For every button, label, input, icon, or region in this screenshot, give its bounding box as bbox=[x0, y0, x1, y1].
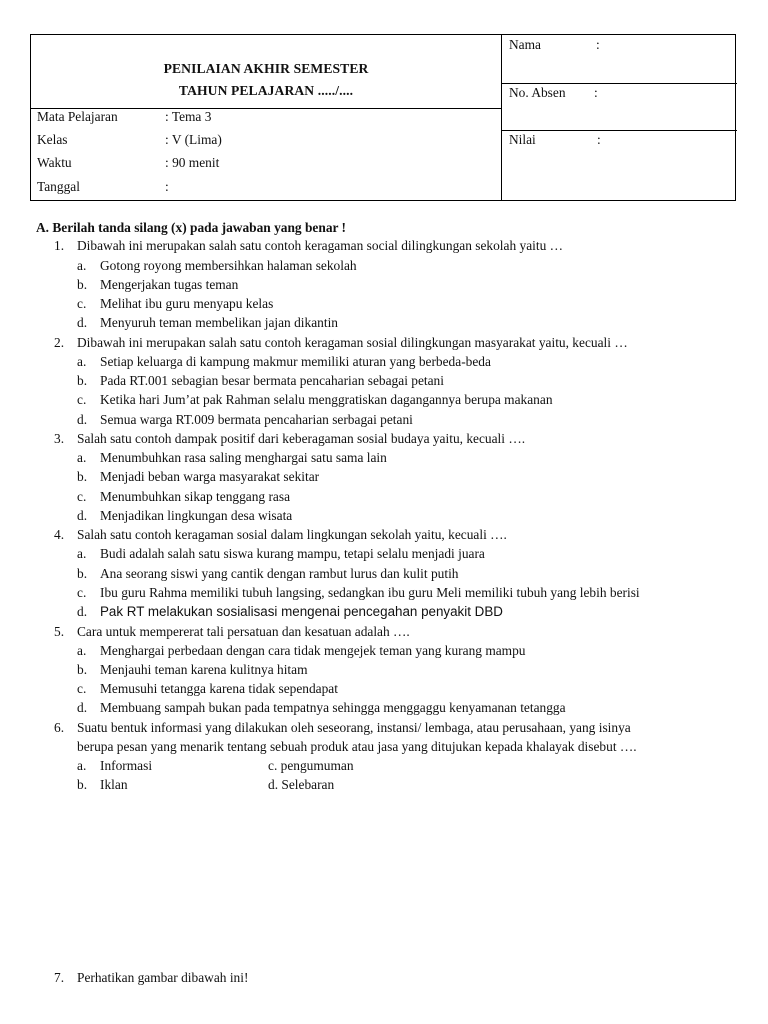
option-4d: d. Pak RT melakukan sosialisasi mengenai pencegahan penyakit DBD bbox=[77, 604, 503, 619]
option-4b: b. Ana seorang siswi yang cantik dengan rambut lurus dan kulit putih bbox=[77, 566, 459, 581]
field-value-class: : V (Lima) bbox=[165, 132, 222, 147]
field-label-class: Kelas bbox=[37, 132, 68, 147]
option-2a: a. Setiap keluarga di kampung makmur memiliki aturan yang berbeda-beda bbox=[77, 354, 491, 369]
question-3 bbox=[54, 431, 525, 447]
option-3c: c. Menumbuhkan sikap tenggang rasa bbox=[77, 489, 291, 504]
option-5a: a. Menghargai perbedaan dengan cara tidak mengejek teman yang kurang mampu bbox=[77, 643, 526, 658]
question-1 bbox=[54, 238, 563, 254]
question-text: Suatu bentuk informasi yang dilakukan oleh seseorang, instansi/ lembaga, atau perusahaan, yang isinya bbox=[77, 720, 631, 735]
question-text: Cara untuk mempererat tali persatuan dan kesatuan adalah …. bbox=[77, 624, 410, 639]
field-label-subject: Mata Pelajaran bbox=[37, 109, 118, 124]
option-6d: d. Selebaran bbox=[268, 777, 335, 792]
option-5b: b. Menjauhi teman karena kulitnya hitam bbox=[77, 662, 308, 677]
question-text: Dibawah ini merupakan salah satu contoh keragaman social dilingkungan sekolah yaitu … bbox=[77, 238, 564, 253]
field-colon-absen: : bbox=[594, 85, 598, 100]
field-value-date: : bbox=[165, 179, 169, 194]
option-6a: a. Informasi bbox=[77, 758, 153, 773]
field-label-score: Nilai bbox=[509, 132, 536, 147]
table-divider-right-1 bbox=[501, 83, 737, 84]
option-4a: a. Budi adalah salah satu siswa kurang mampu, tetapi selalu menjadi juara bbox=[77, 546, 485, 561]
option-1b: b. Mengerjakan tugas teman bbox=[77, 277, 239, 292]
option-6c: c. pengumuman bbox=[268, 758, 354, 773]
table-divider-vertical bbox=[501, 35, 502, 200]
field-label-name: Nama bbox=[509, 37, 541, 52]
option-1a: a. Gotong royong membersihkan halaman sekolah bbox=[77, 258, 357, 273]
header-table bbox=[30, 34, 736, 201]
option-1c: c. Melihat ibu guru menyapu kelas bbox=[77, 296, 274, 311]
field-colon-name: : bbox=[596, 37, 600, 52]
option-4c: c. Ibu guru Rahma memiliki tubuh langsing, sedangkan ibu guru Meli memiliki tubuh yang lebih berisi bbox=[77, 585, 640, 600]
option-3d: d. Menjadikan lingkungan desa wisata bbox=[77, 508, 293, 523]
question-number: 6. bbox=[54, 720, 65, 735]
academic-year: TAHUN PELAJARAN ...../.... bbox=[178, 83, 354, 98]
option-2b: b. Pada RT.001 sebagian besar bermata pencaharian sebagai petani bbox=[77, 373, 444, 388]
question-number: 4. bbox=[54, 527, 65, 542]
option-3a: a. Menumbuhkan rasa saling menghargai satu sama lain bbox=[77, 450, 387, 465]
option-5d: d. Membuang sampah bukan pada tempatnya sehingga menggaggu kenyamanan tetangga bbox=[77, 700, 566, 715]
question-5 bbox=[54, 624, 410, 640]
question-text: Dibawah ini merupakan salah satu contoh keragaman sosial dilingkungan masyarakat yaitu, kecuali … bbox=[77, 335, 628, 350]
question-text: Salah satu contoh keragaman sosial dalam lingkungan sekolah yaitu, kecuali …. bbox=[77, 527, 507, 542]
option-2d: d. Semua warga RT.009 bermata pencaharian serbagai petani bbox=[77, 412, 413, 427]
question-text: Perhatikan gambar dibawah ini! bbox=[77, 970, 249, 985]
table-divider-right-2 bbox=[501, 130, 737, 131]
question-number: 7. bbox=[54, 970, 65, 985]
option-1d: d. Menyuruh teman membelikan jajan dikantin bbox=[77, 315, 338, 330]
field-value-subject: : Tema 3 bbox=[165, 109, 212, 124]
question-number: 5. bbox=[54, 624, 65, 639]
section-a-instruction: A. Berilah tanda silang (x) pada jawaban yang benar ! bbox=[36, 220, 347, 235]
question-number: 3. bbox=[54, 431, 65, 446]
field-colon-score: : bbox=[597, 132, 601, 147]
option-6b: b. Iklan bbox=[77, 777, 128, 792]
question-6-continued: berupa pesan yang menarik tentang sebuah produk atau jasa yang ditujukan kepada khalayak disebut …. bbox=[77, 739, 637, 754]
field-label-absen: No. Absen bbox=[509, 85, 566, 100]
question-number: 1. bbox=[54, 238, 65, 253]
field-value-time: : 90 menit bbox=[165, 155, 220, 170]
question-number: 2. bbox=[54, 335, 65, 350]
question-7 bbox=[54, 970, 248, 986]
question-4 bbox=[54, 527, 507, 543]
field-label-time: Waktu bbox=[37, 155, 72, 170]
field-label-date: Tanggal bbox=[37, 179, 80, 194]
option-3b: b. Menjadi beban warga masyarakat sekitar bbox=[77, 469, 320, 484]
exam-title: PENILAIAN AKHIR SEMESTER bbox=[163, 61, 369, 76]
question-6 bbox=[54, 720, 631, 736]
question-text: Salah satu contoh dampak positif dari keberagaman sosial budaya yaitu, kecuali …. bbox=[77, 431, 526, 446]
question-2 bbox=[54, 335, 628, 351]
option-2c: c. Ketika hari Jum’at pak Rahman selalu menggratiskan dagangannya berupa makanan bbox=[77, 392, 553, 407]
option-5c: c. Memusuhi tetangga karena tidak sependapat bbox=[77, 681, 338, 696]
